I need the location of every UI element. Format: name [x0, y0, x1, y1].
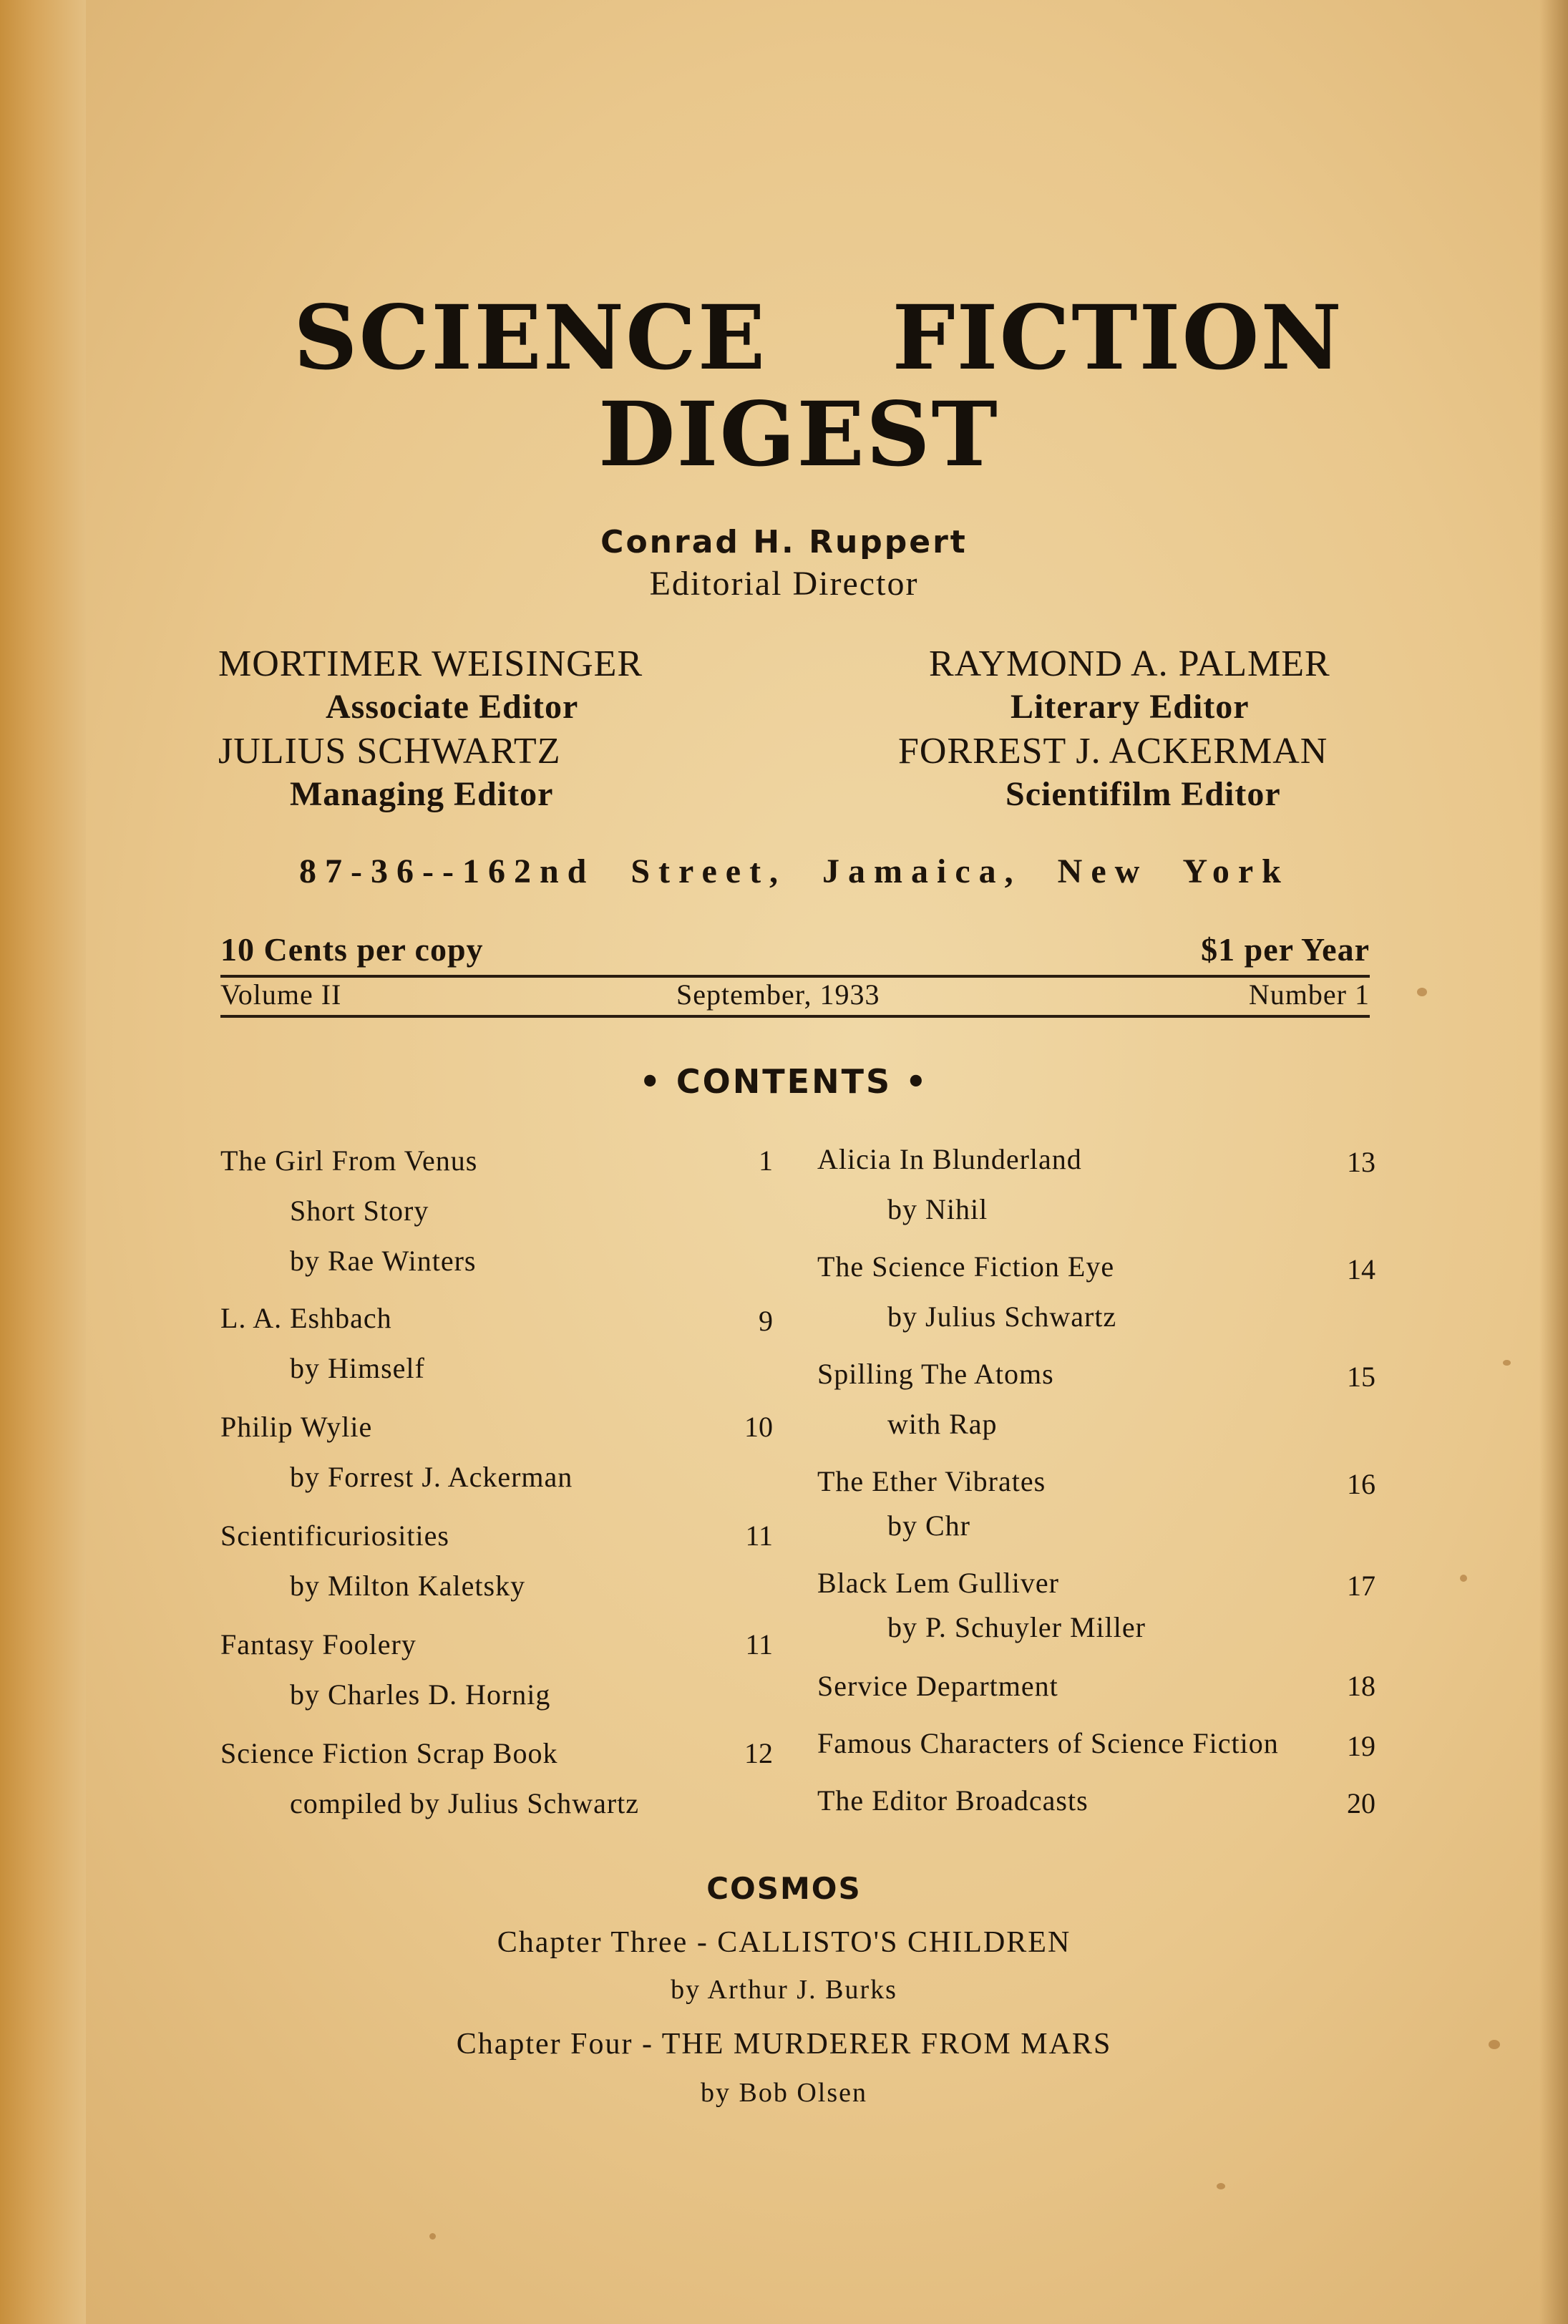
- managing-editor-name: JULIUS SCHWARTZ: [218, 731, 561, 772]
- issue-volume: Volume II: [220, 978, 342, 1011]
- toc-item-page: 10: [744, 1411, 773, 1443]
- toc-item-sub: by P. Schuyler Miller: [887, 1611, 1146, 1643]
- toc-item-sub: by Nihil: [887, 1193, 988, 1225]
- masthead-title-line2: DIGEST: [598, 383, 999, 487]
- toc-item-sub: by Charles D. Hornig: [290, 1678, 551, 1711]
- contents-heading: • CONTENTS •: [639, 1062, 929, 1101]
- editorial-director-name: Conrad H. Ruppert: [600, 524, 968, 560]
- cosmos-chapter-line: Chapter Four - THE MURDERER FROM MARS: [456, 2028, 1112, 2061]
- toc-item-page: 11: [745, 1520, 773, 1552]
- paper-speck: [429, 2233, 436, 2240]
- toc-item-title: The Girl From Venus: [220, 1144, 478, 1177]
- toc-item-page: 18: [1347, 1670, 1375, 1702]
- paper-speck: [1460, 1575, 1467, 1582]
- cosmos-chapter-author: by Bob Olsen: [701, 2078, 867, 2108]
- publisher-address: 87-36--162nd Street, Jamaica, New York: [299, 852, 1290, 890]
- paper-speck: [1217, 2183, 1225, 2189]
- paper-speck: [1503, 1360, 1511, 1366]
- toc-item-sub: by Forrest J. Ackerman: [290, 1461, 573, 1493]
- toc-item-title: Philip Wylie: [220, 1411, 373, 1443]
- managing-editor-role: Managing Editor: [290, 775, 554, 813]
- toc-item-title: Fantasy Foolery: [220, 1628, 417, 1661]
- toc-item-page: 1: [759, 1144, 773, 1177]
- toc-item-sub: Short Story: [290, 1195, 429, 1227]
- toc-item-sub: with Rap: [887, 1408, 998, 1440]
- toc-item-page: 12: [744, 1737, 773, 1769]
- cosmos-heading: COSMOS: [706, 1871, 862, 1906]
- toc-item-title: Alicia In Blunderland: [817, 1143, 1082, 1175]
- price-per-copy: 10 Cents per copy: [220, 931, 484, 968]
- toc-item-page: 19: [1347, 1730, 1375, 1762]
- toc-item-page: 13: [1347, 1146, 1375, 1178]
- toc-item-title: Black Lem Gulliver: [817, 1567, 1059, 1599]
- toc-item-title: Scientificuriosities: [220, 1520, 449, 1552]
- toc-item-sub: by Rae Winters: [290, 1245, 477, 1277]
- toc-item-sub: compiled by Julius Schwartz: [290, 1787, 640, 1819]
- associate-editor-role: Associate Editor: [326, 688, 579, 726]
- toc-item-title: Service Department: [817, 1670, 1058, 1702]
- cosmos-chapter-author: by Arthur J. Burks: [671, 1975, 897, 2005]
- toc-item-page: 20: [1347, 1787, 1375, 1819]
- issue-number: Number 1: [1248, 978, 1370, 1011]
- toc-item-page: 17: [1347, 1570, 1375, 1602]
- price-per-year: $1 per Year: [1201, 931, 1370, 968]
- toc-item-title: Famous Characters of Science Fiction: [817, 1727, 1279, 1759]
- toc-item-sub: by Himself: [290, 1352, 425, 1384]
- toc-item-page: 11: [745, 1628, 773, 1661]
- toc-item-page: 9: [759, 1305, 773, 1337]
- issue-rule-bottom: [220, 1015, 1370, 1018]
- toc-item-title: L. A. Eshbach: [220, 1302, 392, 1334]
- toc-item-page: 14: [1347, 1253, 1375, 1285]
- toc-item-title: The Science Fiction Eye: [817, 1250, 1115, 1283]
- toc-item-sub: by Milton Kaletsky: [290, 1570, 526, 1602]
- toc-item-sub: by Chr: [887, 1509, 970, 1542]
- toc-item-title: The Editor Broadcasts: [817, 1784, 1089, 1817]
- toc-item-page: 15: [1347, 1361, 1375, 1393]
- toc-item-title: The Ether Vibrates: [817, 1465, 1046, 1497]
- paper-speck: [1417, 988, 1427, 996]
- associate-editor-name: MORTIMER WEISINGER: [218, 643, 643, 684]
- masthead-title-line1: SCIENCE FICTION: [293, 286, 1343, 390]
- scientifilm-editor-role: Scientifilm Editor: [1005, 775, 1281, 813]
- literary-editor-role: Literary Editor: [1011, 688, 1250, 726]
- literary-editor-name: RAYMOND A. PALMER: [929, 643, 1330, 684]
- scientifilm-editor-name: FORREST J. ACKERMAN: [898, 731, 1328, 772]
- toc-item-sub: by Julius Schwartz: [887, 1300, 1117, 1333]
- toc-item-title: Spilling The Atoms: [817, 1358, 1054, 1390]
- cosmos-chapter-line: Chapter Three - CALLISTO'S CHILDREN: [497, 1926, 1071, 1959]
- editorial-director-role: Editorial Director: [649, 565, 919, 603]
- toc-item-title: Science Fiction Scrap Book: [220, 1737, 558, 1769]
- toc-item-page: 16: [1347, 1468, 1375, 1500]
- issue-date: September, 1933: [676, 978, 880, 1011]
